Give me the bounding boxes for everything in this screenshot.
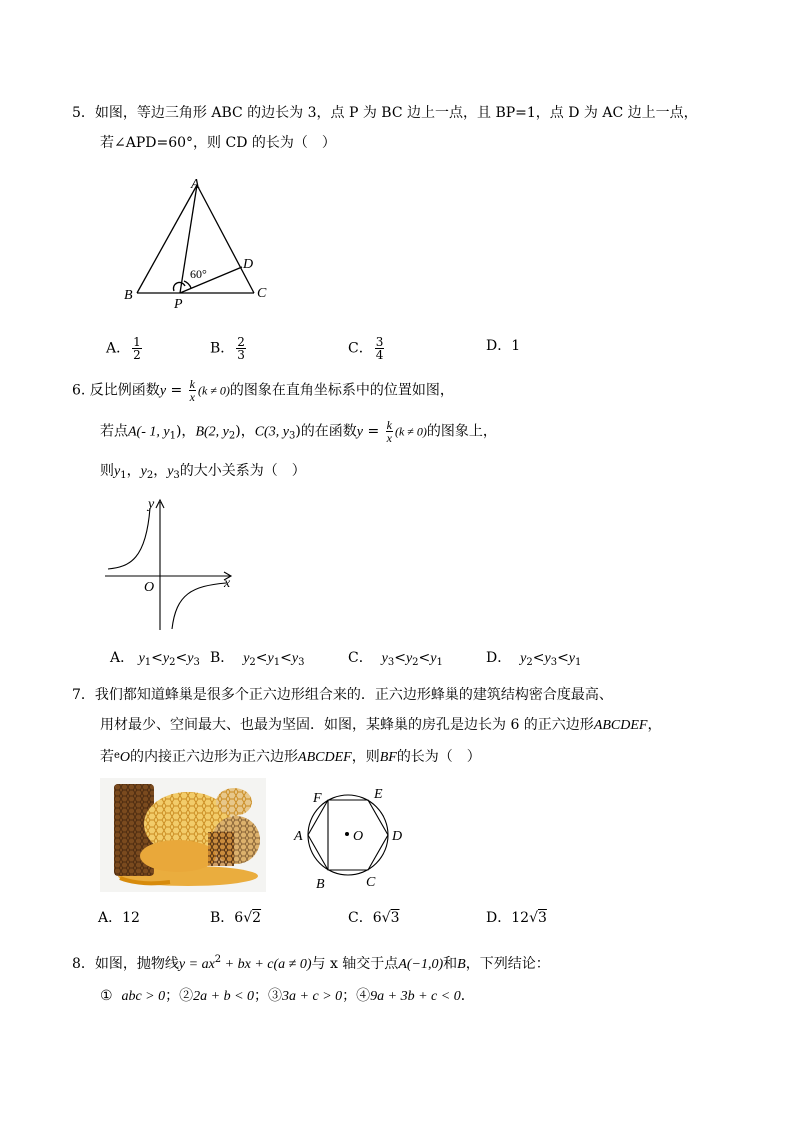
q6-stem-line1: 6. 反比例函数y = $\frac{k}{x}$ (k ≠ 0)的图象在直角坐标系中的位置如图， — [72, 377, 454, 404]
q7-stem-line2: 用材最少、空间最大、也最为坚固．如图，某蜂巢的房孔是边长为 6 的正六边形ABCDEF， — [100, 717, 662, 733]
q7-label-o: O — [353, 829, 364, 844]
q7-honeycomb-photo — [100, 778, 266, 892]
q5-option-d-letter: D． — [486, 338, 512, 354]
q5-stem-line2: 若∠APD=60°，则 CD 的长为（ ） — [100, 135, 336, 151]
q7-label-c: C — [366, 875, 376, 890]
q6-hyperbola-graph — [100, 494, 240, 632]
q5-option-b[interactable] — [210, 336, 248, 361]
q7-label-f: F — [313, 791, 322, 806]
q5-stem-line1: 5．如图，等边三角形 ABC 的边长为 3，点 P 为 BC 边上一点，且 BP=1，点 D 为 AC 边上一点， — [72, 105, 698, 121]
q7-hexagon-in-circle-figure — [286, 782, 408, 890]
q5-label-d: D — [243, 257, 254, 272]
q6-stem-line2: 若点A(- 1, $y_1$)，B(2, $y_2$)，C(3, $y_3$)的在函数y = $\frac{k}{x}$ (k ≠ 0)的图象上， — [100, 418, 497, 445]
q7-option-c[interactable]: C．6√3 — [348, 910, 400, 926]
q5-option-a[interactable] — [106, 336, 144, 361]
q7-label-d: D — [392, 829, 403, 844]
q7-option-d[interactable]: D．12√3 — [486, 910, 547, 926]
q7-label-b: B — [316, 877, 325, 890]
q7-label-e: E — [374, 787, 383, 802]
q6-label-x: x — [224, 576, 231, 591]
q5-triangle-figure — [118, 170, 288, 312]
q5-option-c-letter: C． — [348, 340, 373, 357]
q6-option-d[interactable]: D． $y_2<y_3<y_1$ — [486, 650, 582, 668]
q5-label-c: C — [257, 286, 267, 301]
q5-angle-arc — [184, 281, 191, 288]
q7-center-dot — [345, 832, 349, 836]
q6-branch-fourth-quadrant — [172, 583, 226, 629]
q7-label-a: A — [294, 829, 303, 844]
q5-label-a: A — [191, 177, 200, 192]
q5-option-c[interactable] — [348, 336, 386, 361]
q6-option-c[interactable]: C． $y_3<y_2<y_1$ — [348, 650, 443, 668]
q5-angle-label: 60° — [190, 267, 207, 281]
q5-option-d[interactable] — [486, 336, 520, 356]
q7-option-a[interactable]: A．12 — [98, 910, 140, 926]
q5-angle-arc-small — [173, 282, 185, 291]
q5-option-d-text: 1 — [511, 338, 521, 354]
q5-option-c-fraction: $\frac{3}{4}$ — [375, 335, 384, 362]
q6-stem-line3: 则$y_1$，$y_2$，$y_3$的大小关系为（ ） — [100, 463, 306, 481]
q6-option-b[interactable]: B． $y_2<y_1<y_3$ — [210, 650, 305, 668]
q5-option-a-fraction: $\frac{1}{2}$ — [133, 335, 141, 362]
q5-option-b-fraction: $\frac{2}{3}$ — [237, 335, 245, 362]
q6-option-a[interactable]: A． $y_1<y_2<y_3$ — [110, 650, 200, 668]
q6-branch-second-quadrant — [108, 508, 150, 569]
q5-label-b: B — [124, 288, 133, 303]
q6-label-o: O — [144, 580, 155, 595]
q6-label-y: y — [148, 497, 155, 512]
q7-stem-line3: 若$^e$O的内接正六边形为正六边形ABCDEF，则BF的长为（ ） — [100, 749, 481, 765]
q5-option-a-letter: A． — [106, 340, 131, 357]
q5-option-b-letter: B． — [210, 340, 235, 357]
q8-conclusions: ① abc > 0；②2a + b < 0；③3a + c > 0；④9a + 3b + c < 0． — [100, 988, 475, 1004]
q7-option-b[interactable]: B．6√2 — [210, 910, 262, 926]
q7-stem-line1: 7．我们都知道蜂巢是很多个正六边形组合来的．正六边形蜂巢的建筑结构密合度最高、 — [72, 687, 613, 703]
q5-label-p: P — [174, 297, 183, 312]
q8-stem-line1: 8．如图，抛物线$y = ax^2$ + bx + c(a ≠ 0)与 x 轴交于点A(−1,0)和B，下列结论： — [72, 954, 550, 972]
